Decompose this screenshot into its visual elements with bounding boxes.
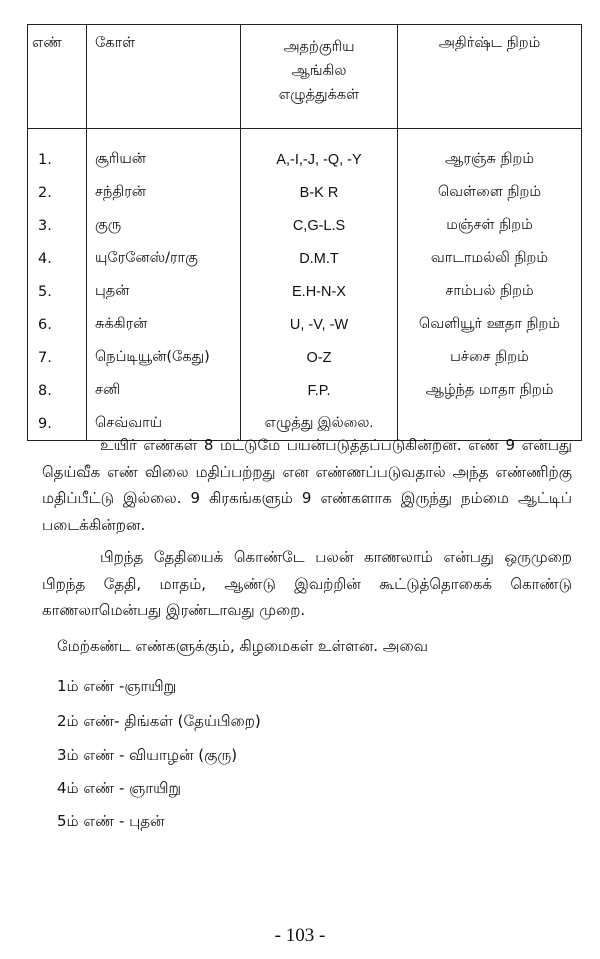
header-letters-line2: ஆங்கில (291, 63, 347, 79)
row-planet: சனி (87, 374, 241, 407)
row-letters: U, -V, -W (241, 308, 398, 341)
row-number: 7. (28, 341, 87, 374)
row-planet: குரு (87, 209, 241, 242)
row-planet: சூரியன் (87, 129, 241, 177)
row-letters: D.M.T (241, 242, 398, 275)
row-color: வாடாமல்லி நிறம் (398, 242, 582, 275)
paragraph-vowel-numbers: உயிர் எண்கள் 8 மட்டுமே பயன்படுத்தப்படுகின்றன. எண் 9 என்பது தெய்வீக எண் விலை மதிப்பற்றது என எண்ணப்படுவதால் அந்த எண்ணிற்கு மதிப்பீட்டு இல்லை. 9 கிரகங்களும் 9 எண்களாக இருந்து நம்மை ஆட்டிப் படைக்கின்றன. (42, 436, 572, 534)
header-letters-line3: எழுத்துக்கள் (278, 87, 360, 103)
row-planet: புதன் (87, 275, 241, 308)
table-row (28, 308, 582, 341)
table-row (28, 242, 582, 275)
row-number: 1. (28, 129, 87, 177)
row-color: ஆரஞ்சு நிறம் (398, 129, 582, 177)
row-planet: நெப்டியூன்(கேது) (87, 341, 241, 374)
row-number: 6. (28, 308, 87, 341)
row-planet: சந்திரன் (87, 176, 241, 209)
page-number: - 103 - (274, 925, 326, 946)
planet-table (27, 24, 582, 441)
table-row (28, 129, 582, 177)
row-letters: B-K R (241, 176, 398, 209)
paragraph-birth-date: பிறந்த தேதியைக் கொண்டே பலன் காணலாம் என்பது ஒருமுறை பிறந்த தேதி, மாதம், ஆண்டு இவற்றின் கூட்டுத்தொகைக் கொண்டு காணலாமென்பது இரண்டாவது முறை. (42, 548, 572, 619)
list-item: 2ம் எண்- திங்கள் (தேய்பிறை) (57, 712, 261, 730)
header-letters-line1: அதற்குரிய (283, 39, 355, 55)
row-letters: O-Z (241, 341, 398, 374)
row-color: சாம்பல் நிறம் (398, 275, 582, 308)
table-header-row (28, 25, 582, 129)
header-planet: கோள் (87, 25, 241, 129)
list-item: 4ம் எண் - ஞாயிறு (57, 779, 182, 797)
list-item: 5ம் எண் - புதன் (57, 812, 165, 830)
row-number: 2. (28, 176, 87, 209)
row-color: வெள்ளை நிறம் (398, 176, 582, 209)
header-letters (241, 25, 398, 129)
table-row (28, 374, 582, 407)
row-color: வெளியூர் ஊதா நிறம் (398, 308, 582, 341)
row-number: 3. (28, 209, 87, 242)
header-color: அதிர்ஷ்ட நிறம் (398, 25, 582, 129)
row-color: பச்சை நிறம் (398, 341, 582, 374)
row-planet: செவ்வாய் (87, 407, 241, 441)
row-number: 8. (28, 374, 87, 407)
list-item: 3ம் எண் - வியாழன் (குரு) (57, 746, 238, 764)
row-letters: எழுத்து இல்லை. (241, 407, 398, 441)
row-letters: E.H-N-X (241, 275, 398, 308)
row-planet: சுக்கிரன் (87, 308, 241, 341)
row-letters: A,-I,-J, -Q, -Y (241, 129, 398, 177)
table-row (28, 341, 582, 374)
header-number: எண் (28, 25, 87, 129)
row-planet: யுரேனேஸ்/ராகு (87, 242, 241, 275)
table-row (28, 209, 582, 242)
days-intro: மேற்கண்ட எண்களுக்கும், கிழமைகள் உள்ளன. அவை (57, 637, 429, 655)
table-row (28, 176, 582, 209)
row-letters: C,G-L.S (241, 209, 398, 242)
list-item: 1ம் எண் -ஞாயிறு (57, 677, 177, 695)
table-row (28, 275, 582, 308)
row-number: 4. (28, 242, 87, 275)
row-letters: F.P. (241, 374, 398, 407)
row-number: 5. (28, 275, 87, 308)
row-number: 9. (28, 407, 87, 441)
row-color: ஆழ்ந்த மாதா நிறம் (398, 374, 582, 407)
row-color: மஞ்சள் நிறம் (398, 209, 582, 242)
